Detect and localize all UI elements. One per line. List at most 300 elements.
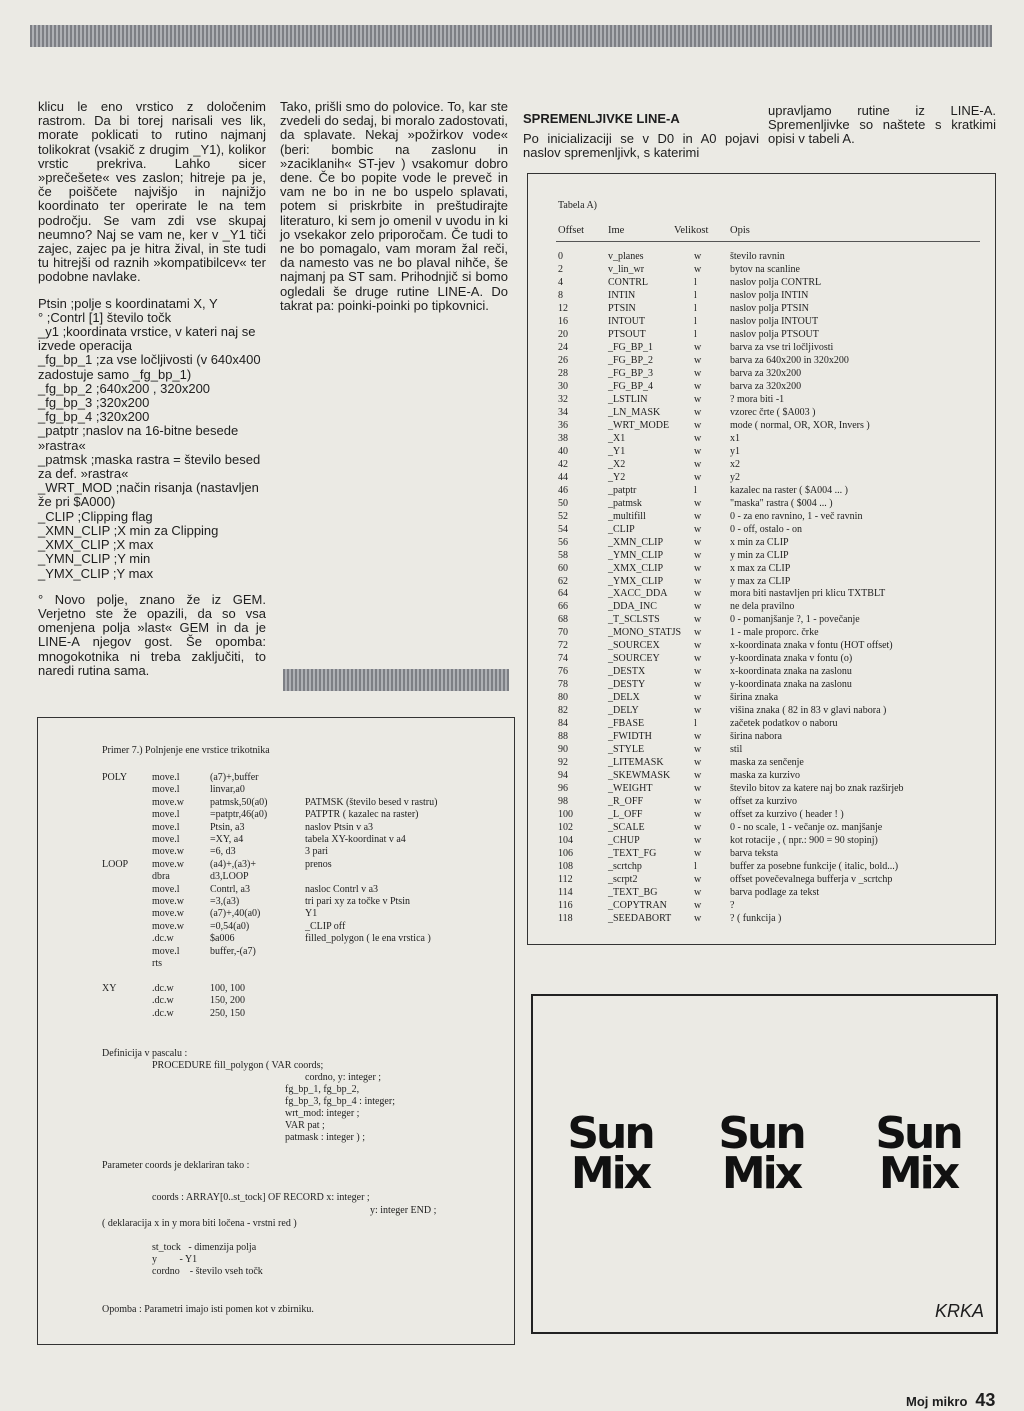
description-cell: ? mora biti -1: [730, 393, 785, 405]
size-cell: w: [694, 432, 702, 444]
description-cell: x1: [730, 432, 740, 444]
opcode-cell: .dc.w: [152, 1007, 174, 1019]
table-header-description: Opis: [730, 225, 750, 236]
name-cell: _SOURCEX: [608, 640, 660, 652]
code-listing: [37, 717, 515, 1345]
pascal-line: PROCEDURE fill_polygon ( VAR coords;: [152, 1060, 324, 1071]
name-cell: v_planes: [608, 251, 644, 262]
sunmix-logo: Sun Mix: [567, 1108, 653, 1199]
description-cell: x min za CLIP: [730, 536, 789, 548]
opcode-cell: move.l: [152, 945, 180, 957]
size-cell: w: [694, 251, 702, 262]
comment-cell: PATMSK (število besed v rastru): [305, 796, 438, 808]
offset-cell: 42: [558, 458, 568, 470]
size-cell: w: [694, 445, 702, 457]
name-cell: v_lin_wr: [608, 263, 645, 275]
variables-table: [527, 173, 996, 945]
description-cell: 0 - off, ostalo - on: [730, 523, 803, 535]
pascal-line: fg_bp_3, fg_bp_4 : integer;: [285, 1096, 395, 1107]
operand-cell: =patptr,46(a0): [210, 809, 268, 821]
size-cell: w: [694, 757, 702, 769]
description-cell: x-koordinata znaka na zaslonu: [730, 666, 852, 678]
operand-cell: =XY, a4: [210, 834, 244, 845]
offset-cell: 108: [558, 861, 573, 873]
variable-line: _fg_bp_4 ;320x200: [38, 409, 150, 425]
variable-line: _YMN_CLIP ;Y min: [38, 551, 151, 567]
name-cell: CONTRL: [608, 276, 648, 288]
variable-line: _fg_bp_3 ;320x200: [38, 395, 150, 411]
comment-cell: Y1: [305, 908, 318, 920]
offset-cell: 84: [558, 718, 568, 730]
operand-cell: linvar,a0: [210, 784, 245, 796]
size-cell: w: [694, 341, 702, 353]
size-cell: w: [694, 549, 702, 561]
pascal-line: Parameter coords je deklariran tako :: [102, 1160, 250, 1171]
size-cell: w: [694, 354, 702, 366]
opcode-cell: dbra: [152, 871, 170, 883]
variable-line: _y1 ;koordinata vrstice, v kateri naj se izvede operacija: [38, 324, 256, 354]
variable-line: Ptsin ;polje s koordinatami X, Y: [38, 295, 218, 311]
comment-cell: naslov Ptsin v a3: [305, 821, 374, 833]
offset-cell: 70: [558, 627, 568, 639]
opcode-cell: .dc.w: [152, 933, 174, 945]
size-cell: w: [694, 367, 702, 379]
opcode-cell: move.l: [152, 809, 180, 821]
description-cell: ne dela pravilno: [730, 601, 795, 613]
pascal-line: Definicija v pascalu :: [102, 1048, 188, 1059]
name-cell: _SCALE: [608, 822, 645, 834]
pascal-line: wrt_mod: integer ;: [285, 1108, 360, 1119]
size-cell: w: [694, 562, 702, 574]
name-cell: _DESTX: [608, 666, 646, 678]
offset-cell: 112: [558, 874, 573, 886]
description-cell: naslov polja PTSOUT: [730, 328, 819, 340]
name-cell: _R_OFF: [608, 796, 644, 808]
name-cell: INTIN: [608, 289, 636, 301]
name-cell: _COPYTRAN: [608, 900, 667, 911]
comment-cell: 3 pari: [305, 846, 329, 858]
offset-cell: 78: [558, 679, 568, 691]
description-cell: y min za CLIP: [730, 549, 789, 561]
description-cell: naslov polja CONTRL: [730, 276, 822, 288]
pascal-line: VAR pat ;: [285, 1120, 325, 1131]
description-cell: 0 - pomanjšanje ?, 1 - povečanje: [730, 614, 860, 626]
size-cell: w: [694, 393, 702, 405]
description-cell: maska za senčenje: [730, 757, 804, 769]
operand-cell: Contrl, a3: [210, 883, 250, 895]
name-cell: _DELY: [608, 705, 639, 717]
size-cell: w: [694, 601, 702, 613]
name-cell: _FG_BP_2: [608, 354, 654, 366]
offset-cell: 80: [558, 692, 568, 704]
name-cell: _FG_BP_1: [608, 341, 654, 353]
comment-cell: prenos: [305, 858, 332, 870]
offset-cell: 28: [558, 367, 568, 379]
variable-line: _patmsk ;maska rastra = število besed za def. »rastra«: [38, 451, 261, 482]
name-cell: _FBASE: [608, 718, 645, 730]
offset-cell: 68: [558, 614, 568, 626]
name-cell: _TEXT_BG: [608, 887, 658, 899]
offset-cell: 32: [558, 393, 568, 405]
description-cell: število ravnin: [730, 251, 785, 262]
description-cell: 0 - za eno ravnino, 1 - več ravnin: [730, 510, 863, 522]
name-cell: _YMN_CLIP: [608, 549, 664, 561]
size-cell: w: [694, 497, 702, 509]
description-cell: naslov polja INTIN: [730, 289, 809, 301]
offset-cell: 52: [558, 510, 568, 522]
operand-cell: (a7)+,buffer: [210, 772, 259, 783]
col1-paragraph-1: klicu le eno vrstico z določenim rastrom. Da bi torej narisali ves lik, morate poklicati to rutino najmanj tolikokrat (vsakič z drugim _Y1), kolikor vrstic prekriva. Lahko sicer »prečešete« ves zaslon; hitreje pa je, če poiščete najvišjo in najnižjo koordinato ter operirate le na tem področju. Se vam zdi vse skupaj neumno? Naj se vam ne, ker v _Y1 tiči zajec, zajec pa je hitra žival, in ste tudi tu hitrejši od raznih »kompatibilcev« ter podobne navlake.: [38, 99, 266, 285]
opcode-cell: move.w: [152, 920, 184, 932]
size-cell: w: [694, 887, 702, 899]
comment-cell: PATPTR ( kazalec na raster): [305, 809, 419, 821]
description-cell: buffer za posebne funkcije ( italic, bold...): [730, 861, 899, 873]
description-cell: y-koordinata znaka na zaslonu: [730, 679, 852, 691]
opcode-cell: move.w: [152, 858, 184, 870]
offset-cell: 46: [558, 484, 568, 496]
size-cell: l: [694, 718, 697, 730]
offset-cell: 36: [558, 419, 568, 431]
offset-cell: 12: [558, 302, 568, 314]
variable-line: _CLIP ;Clipping flag: [38, 508, 153, 524]
offset-cell: 44: [558, 471, 568, 483]
operand-cell: buffer,-(a7): [210, 945, 256, 957]
pascal-line: st_tock - dimenzija polja: [152, 1242, 257, 1253]
description-cell: barva za vse tri ločljivosti: [730, 341, 834, 353]
col1-paragraph-2: ° Novo polje, znano že iz GEM. Verjetno ste že opazili, da so vsa omenjena polja »last« GEM in da je LINE-A njegov gost. Še opomba: mnogokotnika ni treba zaključiti, to naredi rutina sama.: [38, 591, 266, 678]
opcode-cell: move.w: [152, 908, 184, 920]
description-cell: y-koordinata znaka v fontu (o): [730, 653, 853, 665]
name-cell: _FG_BP_4: [608, 380, 654, 392]
offset-cell: 118: [558, 912, 573, 924]
pascal-line: y - Y1: [152, 1254, 198, 1265]
pascal-line: Opomba : Parametri imajo isti pomen kot v zbirniku.: [102, 1304, 314, 1315]
offset-cell: 54: [558, 523, 568, 535]
operand-cell: d3,LOOP: [210, 871, 249, 883]
size-cell: w: [694, 614, 702, 626]
description-cell: naslov polja INTOUT: [730, 315, 819, 327]
size-cell: w: [694, 640, 702, 652]
name-cell: _DESTY: [608, 679, 646, 691]
comment-cell: tabela XY-koordinat v a4: [305, 834, 406, 845]
size-cell: w: [694, 809, 702, 821]
label-cell: POLY: [102, 772, 128, 783]
operand-cell: (a7)+,40(a0): [210, 908, 261, 920]
size-cell: w: [694, 744, 702, 756]
size-cell: w: [694, 653, 702, 665]
description-cell: offset povečevalnega bufferja v _scrtchp: [730, 874, 893, 886]
offset-cell: 74: [558, 653, 568, 665]
description-cell: barva podlage za tekst: [730, 887, 820, 899]
size-cell: w: [694, 406, 702, 418]
table-header-size: Velikost: [674, 225, 709, 236]
description-cell: x-koordinata znaka v fontu (HOT offset): [730, 640, 893, 652]
pascal-line: fg_bp_1, fg_bp_2,: [285, 1084, 360, 1095]
size-cell: w: [694, 380, 702, 392]
description-cell: x max za CLIP: [730, 562, 791, 574]
size-cell: l: [694, 484, 697, 496]
size-cell: w: [694, 627, 702, 639]
opcode-cell: move.l: [152, 784, 180, 796]
variable-line: _YMX_CLIP ;Y max: [38, 565, 154, 581]
offset-cell: 26: [558, 354, 568, 366]
offset-cell: 100: [558, 809, 573, 821]
size-cell: w: [694, 510, 702, 522]
name-cell: _TEXT_FG: [608, 848, 657, 860]
offset-cell: 40: [558, 445, 568, 457]
section-divider-stripe: [283, 669, 509, 691]
name-cell: _T_SCLSTS: [608, 614, 660, 626]
description-cell: vzorec črte ( $A003 ): [730, 406, 816, 418]
offset-cell: 0: [558, 251, 563, 262]
size-cell: w: [694, 679, 702, 691]
variable-line: _XMX_CLIP ;X max: [38, 537, 154, 553]
comment-cell: tri pari xy za točke v Ptsin: [305, 896, 410, 907]
offset-cell: 104: [558, 835, 573, 847]
table-header-rule: [556, 241, 980, 242]
size-cell: l: [694, 328, 697, 340]
description-cell: mode ( normal, OR, XOR, Invers ): [730, 419, 870, 431]
name-cell: _YMX_CLIP: [608, 575, 664, 587]
size-cell: w: [694, 263, 702, 275]
description-cell: offset za kurzivo: [730, 796, 798, 808]
description-cell: število bitov za katere naj bo znak razširjeb: [730, 783, 904, 795]
description-cell: ? ( funkcija ): [730, 912, 782, 924]
description-cell: kot rotacije , ( npr.: 900 = 90 stopinj): [730, 835, 878, 847]
size-cell: w: [694, 523, 702, 535]
name-cell: _Y1: [608, 445, 626, 457]
offset-cell: 16: [558, 315, 568, 327]
size-cell: w: [694, 796, 702, 808]
name-cell: PTSIN: [608, 302, 636, 314]
opcode-cell: move.l: [152, 834, 180, 845]
name-cell: _STYLE: [608, 744, 645, 756]
name-cell: _X2: [608, 458, 626, 470]
name-cell: _SKEWMASK: [608, 770, 671, 782]
offset-cell: 106: [558, 848, 573, 860]
description-cell: "maska" rastra ( $004 ... ): [730, 497, 833, 509]
sunmix-logo: Sun Mix: [875, 1108, 961, 1199]
offset-cell: 62: [558, 575, 568, 587]
name-cell: _multifill: [608, 510, 646, 522]
offset-cell: 8: [558, 289, 563, 301]
offset-cell: 58: [558, 549, 568, 561]
size-cell: l: [694, 276, 697, 288]
listing-title: Primer 7.) Polnjenje ene vrstice trikotnika: [102, 745, 270, 756]
offset-cell: 76: [558, 666, 568, 678]
column-1: [38, 100, 266, 690]
size-cell: w: [694, 705, 702, 717]
variable-line: _fg_bp_1 ;za vse ločljivosti (v 640x400 zadostuje samo _fg_bp_1): [38, 352, 261, 382]
size-cell: w: [694, 731, 702, 743]
description-cell: stil: [730, 744, 743, 756]
operand-cell: $a006: [210, 933, 235, 945]
variable-line: _WRT_MOD ;način risanja (nastavljen že pri $A000): [38, 480, 259, 510]
offset-cell: 50: [558, 497, 568, 509]
opcode-cell: move.l: [152, 772, 180, 783]
table-header-offset: Offset: [558, 225, 585, 236]
description-cell: 0 - no scale, 1 - večanje oz. manjšanje: [730, 822, 883, 834]
offset-cell: 114: [558, 887, 573, 899]
offset-cell: 2: [558, 263, 563, 275]
description-cell: y2: [730, 471, 740, 483]
size-cell: l: [694, 289, 697, 301]
name-cell: _XACC_DDA: [608, 588, 668, 600]
size-cell: l: [694, 861, 697, 873]
name-cell: _L_OFF: [608, 809, 643, 821]
size-cell: w: [694, 874, 702, 886]
offset-cell: 66: [558, 601, 568, 613]
name-cell: _XMN_CLIP: [608, 536, 664, 548]
name-cell: _patmsk: [608, 497, 642, 509]
offset-cell: 98: [558, 796, 568, 808]
description-cell: kazalec na raster ( $A004 ... ): [730, 484, 848, 496]
operand-cell: 250, 150: [210, 1007, 245, 1019]
offset-cell: 96: [558, 783, 568, 795]
offset-cell: 60: [558, 562, 568, 574]
krka-brand: KRKA: [934, 1301, 984, 1321]
pascal-line: patmask : integer ) ;: [285, 1132, 365, 1143]
advertisement: [531, 994, 998, 1334]
description-cell: mora biti nastavljen pri klicu TXTBLT: [730, 588, 886, 600]
opcode-cell: .dc.w: [152, 995, 174, 1007]
description-cell: ?: [730, 900, 735, 911]
name-cell: _FWIDTH: [608, 731, 652, 743]
description-cell: barva teksta: [730, 848, 779, 860]
opcode-cell: move.w: [152, 846, 184, 858]
variable-line: _XMN_CLIP ;X min za Clipping: [38, 522, 219, 538]
variable-line: _fg_bp_2 ;640x200 , 320x200: [38, 380, 211, 396]
description-cell: x2: [730, 458, 740, 470]
size-cell: w: [694, 835, 702, 847]
pascal-line: cordno - število vseh točk: [152, 1266, 263, 1277]
size-cell: w: [694, 900, 702, 911]
label-cell: LOOP: [102, 858, 129, 870]
name-cell: _WEIGHT: [608, 783, 653, 795]
name-cell: _X1: [608, 432, 626, 444]
size-cell: w: [694, 770, 702, 782]
pascal-line: y: integer END ;: [370, 1205, 437, 1216]
operand-cell: 150, 200: [210, 995, 245, 1007]
opcode-cell: rts: [152, 958, 162, 969]
offset-cell: 102: [558, 822, 573, 834]
column-3: [523, 112, 759, 173]
description-cell: začetek podatkov o naboru: [730, 718, 838, 730]
name-cell: _LN_MASK: [608, 406, 661, 418]
opcode-cell: move.w: [152, 896, 184, 907]
opcode-cell: move.w: [152, 796, 184, 808]
offset-cell: 24: [558, 341, 568, 353]
offset-cell: 20: [558, 328, 568, 340]
name-cell: _SOURCEY: [608, 653, 660, 665]
name-cell: _scrtchp: [608, 861, 642, 873]
name-cell: _CHUP: [608, 835, 640, 847]
offset-cell: 30: [558, 380, 568, 392]
section-heading: SPREMENLJIVKE LINE-A: [523, 111, 680, 126]
page-number: 43: [975, 1390, 996, 1410]
table-header-name: Ime: [608, 225, 625, 236]
size-cell: w: [694, 471, 702, 483]
variable-list: [38, 297, 266, 581]
pascal-line: cordno, y: integer ;: [305, 1072, 382, 1083]
description-cell: barva za 320x200: [730, 367, 802, 379]
magazine-name: Moj mikro: [906, 1394, 968, 1409]
offset-cell: 116: [558, 900, 573, 911]
offset-cell: 72: [558, 640, 568, 652]
page-footer: [906, 1390, 995, 1411]
description-cell: bytov na scanline: [730, 263, 800, 275]
description-cell: višina znaka ( 82 in 83 v glavi nabora ): [730, 705, 887, 717]
size-cell: w: [694, 575, 702, 587]
offset-cell: 82: [558, 705, 568, 717]
name-cell: PTSOUT: [608, 328, 646, 340]
comment-cell: _CLIP off: [305, 920, 346, 932]
offset-cell: 56: [558, 536, 568, 548]
size-cell: w: [694, 912, 702, 924]
variable-line: ° ;Contrl [1] število točk: [38, 309, 172, 325]
name-cell: _SEEDABORT: [608, 912, 672, 924]
operand-cell: Ptsin, a3: [210, 821, 245, 833]
offset-cell: 64: [558, 588, 568, 600]
name-cell: _WRT_MODE: [608, 419, 670, 431]
header-stripe: [30, 25, 992, 47]
size-cell: w: [694, 458, 702, 470]
description-cell: širina nabora: [730, 731, 782, 743]
pascal-line: ( deklaracija x in y mora biti ločena - vrstni red ): [102, 1218, 297, 1229]
offset-cell: 4: [558, 276, 563, 288]
operand-cell: 100, 100: [210, 982, 245, 994]
offset-cell: 94: [558, 770, 568, 782]
description-cell: y1: [730, 445, 740, 457]
column-2: [280, 100, 508, 325]
size-cell: w: [694, 848, 702, 860]
size-cell: w: [694, 822, 702, 834]
name-cell: _patptr: [608, 484, 637, 496]
column-4: [768, 104, 996, 159]
name-cell: _DELX: [608, 692, 640, 704]
description-cell: barva za 320x200: [730, 380, 802, 392]
opcode-cell: .dc.w: [152, 982, 174, 994]
offset-cell: 38: [558, 432, 568, 444]
name-cell: _MONO_STATJS: [608, 627, 682, 639]
operand-cell: patmsk,50(a0): [210, 796, 268, 808]
size-cell: w: [694, 588, 702, 600]
size-cell: w: [694, 536, 702, 548]
sunmix-logo: Sun Mix: [718, 1108, 804, 1199]
name-cell: _CLIP: [608, 523, 635, 535]
table-title: Tabela A): [558, 200, 598, 211]
name-cell: _scrpt2: [608, 874, 638, 886]
description-cell: maska za kurzivo: [730, 770, 800, 782]
name-cell: _FG_BP_3: [608, 367, 654, 379]
offset-cell: 92: [558, 757, 568, 769]
name-cell: _LITEMASK: [608, 757, 664, 769]
offset-cell: 88: [558, 731, 568, 743]
size-cell: l: [694, 302, 697, 314]
col2-paragraph-1: Tako, prišli smo do polovice. To, kar ste zvedeli do sedaj, bi moralo zadostovati, da splavate. Nekaj »požirkov vode« (beri: bombic na zaslonu in »zaciklanih« ST-jev ) vsakomur dobro dene. Če bo popite vode le preveč in vam ne bo in ne bo uspelo splavati, potem si priskrbite in preštudirajte literaturo, ki sem jo omenil v uvodu in ki jo vsekakor zelo priporočam. Če tudi to ne bo pomagalo, vam moram žal reči, da namesto vas ne bo plaval nihče, še najmanj pa ST sam. Prihodnjič si bomo ogledali še druge rutine LINE-A. Do takrat pa: poinki-poinki po tipkovnici.: [280, 99, 508, 313]
name-cell: _XMX_CLIP: [608, 562, 664, 574]
operand-cell: (a4)+,(a3)+: [210, 858, 256, 870]
size-cell: w: [694, 783, 702, 795]
description-cell: barva za 640x200 in 320x200: [730, 354, 849, 366]
size-cell: l: [694, 315, 697, 327]
name-cell: _LSTLIN: [608, 393, 648, 405]
opcode-cell: move.l: [152, 883, 180, 895]
size-cell: w: [694, 692, 702, 704]
opcode-cell: move.l: [152, 821, 180, 833]
name-cell: INTOUT: [608, 315, 646, 327]
col3-paragraph-1: Po inicializaciji se v D0 in A0 pojavi naslov spremenljivk, s katerimi: [523, 131, 759, 161]
